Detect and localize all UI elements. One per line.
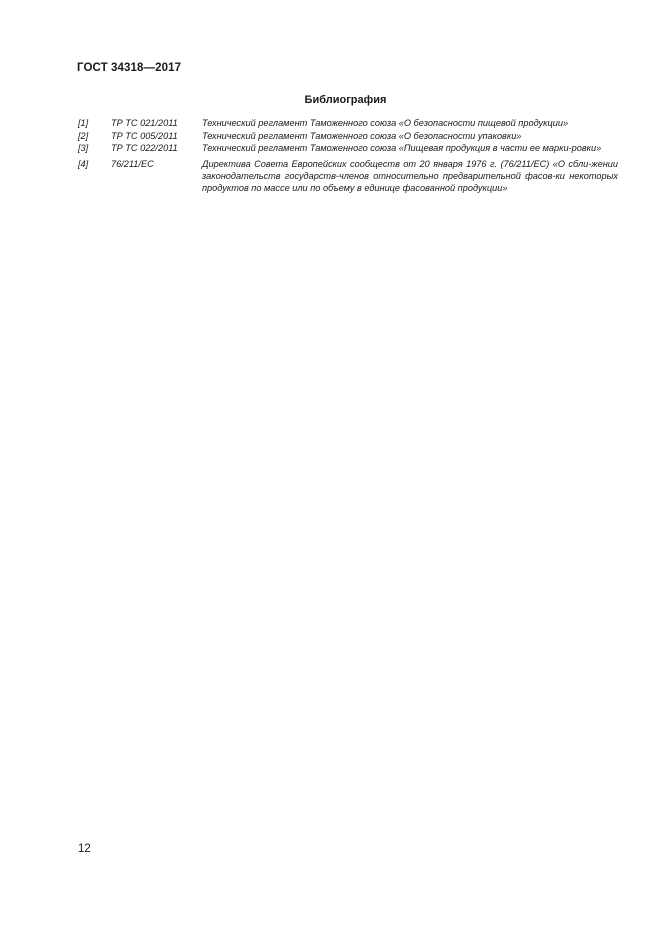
entry-number: [4] <box>78 158 89 169</box>
entry-text: Директива Совета Европейских сообществ от 20 января 1976 г. (76/211/ЕС) «О сбли-жении законодательств государств-членов относительно предварительной фасов-ки некоторых продуктов по массе или по объему в единице фасованной продукции» <box>202 158 618 194</box>
entry-number: [1] <box>78 118 89 128</box>
bibliography-entry <box>78 158 618 195</box>
entry-code: ТР ТС 021/2011 <box>111 118 178 128</box>
entry-code: ТР ТС 022/2011 <box>111 143 178 154</box>
entry-text: Технический регламент Таможенного союза «О безопасности упаковки» <box>202 130 522 141</box>
entry-number: [3] <box>78 143 89 154</box>
bibliography-title: Библиография <box>304 94 387 106</box>
entry-text: Технический регламент Таможенного союза «О безопасности пищевой продукции» <box>202 118 569 128</box>
page-number: 12 <box>78 843 91 855</box>
bibliography-entry <box>78 117 618 129</box>
entry-code: 76/211/ЕС <box>111 158 154 169</box>
bibliography-entry <box>78 142 618 154</box>
bibliography-list <box>78 117 618 195</box>
entry-code: ТР ТС 005/2011 <box>111 130 178 141</box>
bibliography-entry <box>78 130 618 142</box>
entry-text: Технический регламент Таможенного союза «Пищевая продукция в части ее марки-ровки» <box>202 143 602 154</box>
entry-number: [2] <box>78 130 89 141</box>
document-header: ГОСТ 34318—2017 <box>77 62 182 74</box>
